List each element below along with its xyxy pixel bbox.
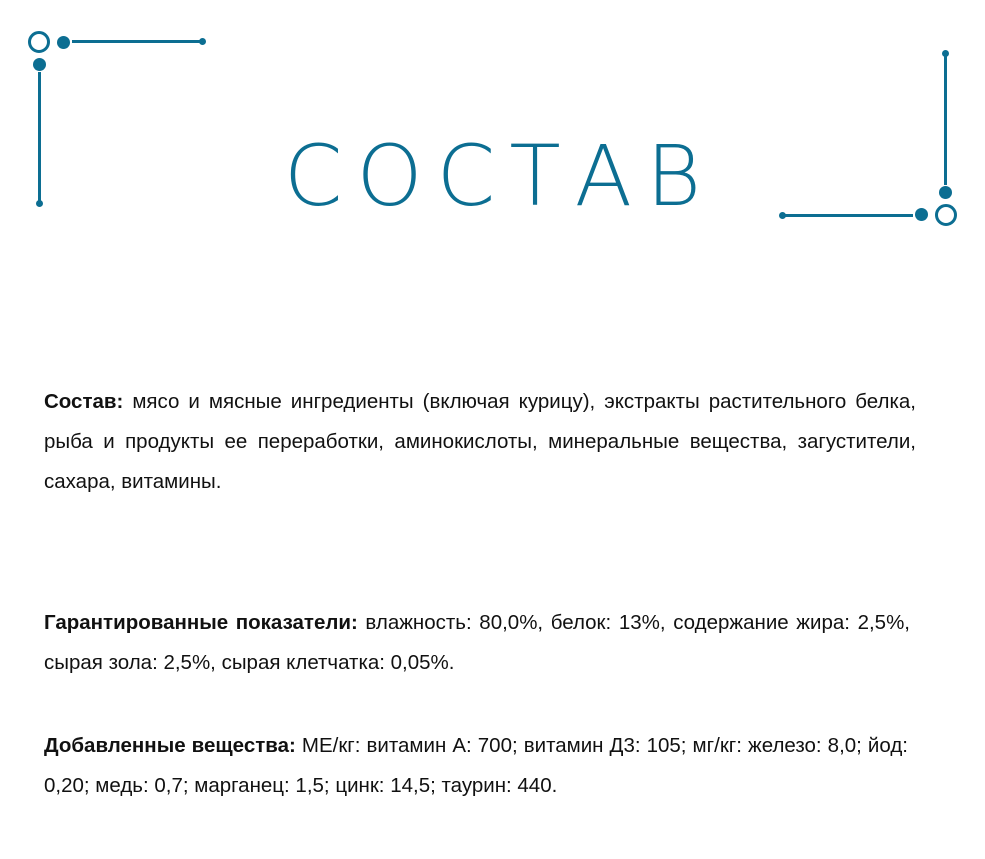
ring-icon — [28, 31, 50, 53]
horizontal-rule — [72, 40, 203, 43]
composition-paragraph — [44, 382, 916, 502]
section-additives — [44, 726, 924, 806]
composition-lead: Состав: — [44, 390, 124, 413]
dot-small-icon — [942, 50, 949, 57]
section-composition — [44, 382, 924, 502]
dot-large-icon — [33, 58, 46, 71]
dot-small-icon — [199, 38, 206, 45]
section-guaranteed-analysis — [44, 603, 924, 683]
guaranteed-text: влажность: 80,0%, белок: 13%, содержание жира: 2,5%, сырая зола: 2,5%, сырая клетчатка: 0,05%. — [44, 611, 910, 674]
content-body — [44, 382, 924, 806]
additives-paragraph — [44, 726, 908, 806]
additives-text: МЕ/кг: витамин А: 700; витамин Д3: 105; мг/кг: железо: 8,0; йод: 0,20; медь: 0,7; марганец: 1,5; цинк: 14,5; таурин: 440. — [44, 734, 908, 797]
page-title: СОСТАВ — [283, 127, 716, 226]
guaranteed-lead: Гарантированные показатели: — [44, 611, 358, 634]
additives-lead: Добавленные вещества: — [44, 734, 296, 757]
dot-large-icon — [57, 36, 70, 49]
guaranteed-paragraph — [44, 603, 910, 683]
composition-text: мясо и мясные ингредиенты (включая курицу), экстракты растительного белка, рыба и продукты ее переработки, аминокислоты, минеральные вещества, загустители, сахара, витамины. — [44, 390, 916, 493]
